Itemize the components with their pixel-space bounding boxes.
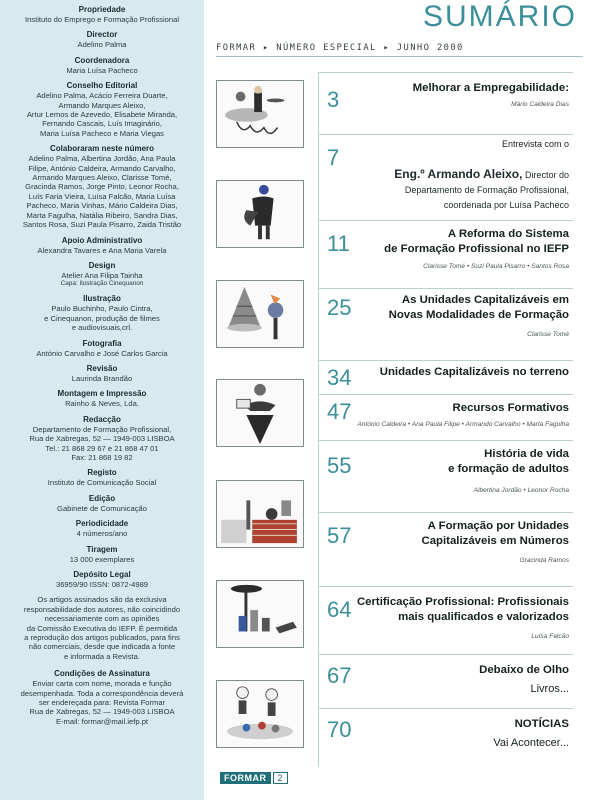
credit-label: Propriedade [78, 5, 126, 14]
credit-block-tiragem [0, 545, 204, 564]
page-number: 25 [327, 295, 352, 320]
toc-entry[interactable] [318, 220, 573, 288]
article-title: Debaixo de Olho [479, 664, 569, 676]
page-footer [220, 772, 288, 784]
issue-subtitle: FORMAR ▸ NÚMERO ESPECIAL ▸ JUNHO 2000 [216, 43, 464, 53]
credit-block-director [0, 30, 204, 49]
credit-block-edicao [0, 494, 204, 513]
credit-block-conselho-editorial [0, 81, 204, 138]
page-number: 55 [327, 453, 352, 478]
article-authors: António Caldeira • Ana Paula Filipe • Armando Carvalho • Marta Fagulha [357, 421, 569, 428]
credit-block-assinatura [0, 669, 204, 726]
illustration-figure-thumbnail [216, 180, 304, 248]
credit-label: Tiragem [86, 544, 118, 554]
illustration-balance-thumbnail [216, 580, 304, 648]
article-subtitle: Livros... [530, 683, 569, 695]
article-description: Director do Departamento de Formação Profissional, coordenada por Luísa Pacheco [404, 170, 569, 210]
page-number: 64 [327, 597, 352, 622]
article-authors: Clarisse Tomé • Suzi Paula Pisarro • Santos Rosa [423, 263, 569, 270]
disclaimer-note: Os artigos assinados são da exclusiva responsabilidade dos autores, não coincidindo necessariamente com as opiniões da Comissão Executiva do IEFP. É permitida a reprodução dos artigos publicados, para fins não comerciais, desde que indicada a fonte e informada a Revista. [23, 595, 181, 661]
toc-entry[interactable] [318, 394, 573, 440]
credit-block-apoio [0, 236, 204, 255]
credit-label: Montagem e Impressão [57, 389, 147, 399]
credit-label: Registo [87, 468, 117, 478]
divider [216, 56, 583, 57]
credit-block-design [0, 261, 204, 288]
toc-entry[interactable] [318, 654, 573, 708]
article-title: Eng.º Armando Aleixo, [394, 167, 523, 181]
article-authors: Albertina Jordão • Leonor Rocha [473, 487, 569, 494]
page-title: SUMÁRIO [422, 0, 577, 33]
article-title: Certificação Profissional: Profissionais mais qualificados e valorizados [356, 596, 569, 623]
credit-label: Redacção [83, 414, 121, 424]
credit-text: 13 000 exemplares [69, 554, 135, 564]
credit-label: Apoio Administrativo [61, 235, 143, 245]
credit-text: Instituto de Comunicação Social [47, 478, 157, 488]
credit-label: Fotografia [82, 338, 122, 348]
credit-block-revisao [0, 364, 204, 383]
credit-text: Gabinete de Comunicação [57, 503, 147, 513]
credit-label: Coordenadora [74, 55, 130, 65]
credit-label: Condições de Assinatura [54, 669, 150, 679]
magazine-brand: FORMAR [220, 772, 271, 784]
credit-block-fotografia [0, 339, 204, 358]
illustration-waiter-thumbnail [216, 80, 304, 148]
toc-entry[interactable] [318, 360, 573, 394]
credit-text: Adelino Palma, Albertina Jordão, Ana Paula Filipe, António Caldeira, Armando Carvalho, Armando Marques Aleixo, Clarisse Tomé, Gracinda Ramos, Jorge Pinto, Leonor Rocha, Luís Faria Vieira, Luísa Falcão, Maria Luísa Pacheco, Maria Vinhas, Mário Caldeira Dias, Marta Fagulha, Natália Ribeiro, Sandra Dias, Santos Rosa, Suzi Paula Pisarro, Zaida Tristão [22, 154, 182, 230]
illustration-table-thumbnail [216, 480, 304, 548]
credit-label: Director [86, 30, 118, 40]
credit-text: Departamento de Formação Profissional, Rua de Xabregas, 52 — 1949-003 LISBOA Tel.: 21 868 29 67 e 21 868 47 01 Fax: 21 868 19 82 [29, 424, 175, 462]
credit-text: Adelino Palma [77, 40, 127, 50]
toc-entry[interactable] [318, 512, 573, 586]
credit-label: Edição [88, 493, 116, 503]
credit-block-montagem [0, 389, 204, 408]
illustration-chefs-thumbnail [216, 680, 304, 748]
toc-entry[interactable] [318, 708, 573, 766]
credit-text: Laurinda Brandão [71, 373, 133, 383]
credit-label: Revisão [86, 363, 118, 373]
credit-block-ilustracao [0, 294, 204, 332]
credit-text: Paulo Buchinho, Paulo Cintra, e Cinequanon, produção de filmes e audiovisuais,crl. [44, 304, 160, 333]
credit-label: Depósito Legal [73, 570, 131, 579]
credit-text: Adelino Palma, Acácio Ferreira Duarte, Armando Marques Aleixo, Artur Lemos de Azevedo, Elisabete Miranda, Fernando Cascais, Luís Imaginário, Maria Luísa Pacheco e Maria Viegas [26, 91, 178, 138]
toc-entry[interactable] [318, 586, 573, 654]
toc-entry[interactable] [318, 288, 573, 360]
credit-block-deposito-legal [0, 570, 204, 589]
page-number: 70 [327, 717, 352, 742]
credit-text: Alexandra Tavares e Ana Maria Varela [37, 245, 167, 255]
credit-block-colaboraram [0, 144, 204, 229]
article-title: As Unidades Capitalizáveis em Novas Modalidades de Formação [388, 294, 569, 321]
article-authors: Mário Caldeira Dias [511, 101, 569, 108]
credit-block-propriedade [0, 5, 204, 24]
credit-label: Periodicidade [75, 519, 129, 529]
credit-text: Enviar carta com nome, morada e função desempenhada. Toda a correspondência deverá ser endereçada para: Revista Formar Rua de Xabregas, 52 — 1949-003 LISBOA E-mail: formar@mail.iefp.pt [20, 679, 184, 726]
page-number: 67 [327, 663, 352, 688]
toc-entry[interactable] [318, 134, 573, 220]
credit-block-coordenadora [0, 56, 204, 75]
credit-block-registo [0, 468, 204, 487]
credit-small-text: Capa: Ilustração Cinequanon [60, 280, 144, 288]
credit-block-redaccao [0, 415, 204, 463]
article-authors: Luísa Falcão [531, 633, 569, 640]
credit-text: António Carvalho e José Carlos Garcia [36, 348, 168, 358]
article-title: NOTÍCIAS [514, 718, 569, 730]
credit-label: Ilustração [83, 294, 121, 304]
credit-text: Atelier Ana Filipa Tainha [61, 270, 143, 280]
article-authors: Gracinda Ramos [519, 557, 569, 564]
page-number: 57 [327, 523, 352, 548]
article-title: Unidades Capitalizáveis no terreno [379, 366, 569, 378]
article-title: Melhorar a Empregabilidade: [412, 82, 569, 94]
article-intro: Entrevista com o [501, 139, 569, 149]
article-title: A Formação por Unidades Capitalizáveis em Números [421, 520, 569, 547]
article-title: A Reforma do Sistema de Formação Profissional no IEFP [384, 228, 569, 255]
credit-label: Design [88, 260, 116, 270]
credit-text: Instituto do Emprego e Formação Profissional [24, 15, 180, 24]
credit-text: 36959/90 ISSN: 0872-4989 [55, 580, 149, 589]
credit-label: Conselho Editorial [66, 81, 138, 91]
page-number: 3 [327, 87, 340, 112]
page-number: 7 [327, 145, 340, 170]
credit-label: Colaboraram neste número [49, 144, 155, 154]
article-title-block [319, 152, 569, 213]
credits-column [0, 0, 204, 800]
credit-text: 4 números/ano [76, 529, 128, 539]
page-number-badge: 2 [273, 772, 288, 784]
toc-entry[interactable] [318, 72, 573, 134]
page-number: 11 [327, 231, 350, 256]
table-of-contents [204, 0, 591, 800]
credit-block-periodicidade [0, 519, 204, 538]
illustration-cake-thumbnail [216, 280, 304, 348]
illustration-reader-thumbnail [216, 379, 304, 447]
page-number: 47 [327, 399, 352, 424]
article-title: História de vida e formação de adultos [448, 448, 569, 475]
credit-text: Rainho & Neves, Lda. [65, 399, 139, 409]
credit-text: Maria Luísa Pacheco [66, 65, 138, 75]
toc-entry[interactable] [318, 440, 573, 512]
article-subtitle: Vai Acontecer... [493, 737, 569, 749]
page-number: 34 [327, 365, 352, 390]
article-title: Recursos Formativos [452, 402, 569, 414]
article-authors: Clarisse Tomé [527, 331, 569, 338]
